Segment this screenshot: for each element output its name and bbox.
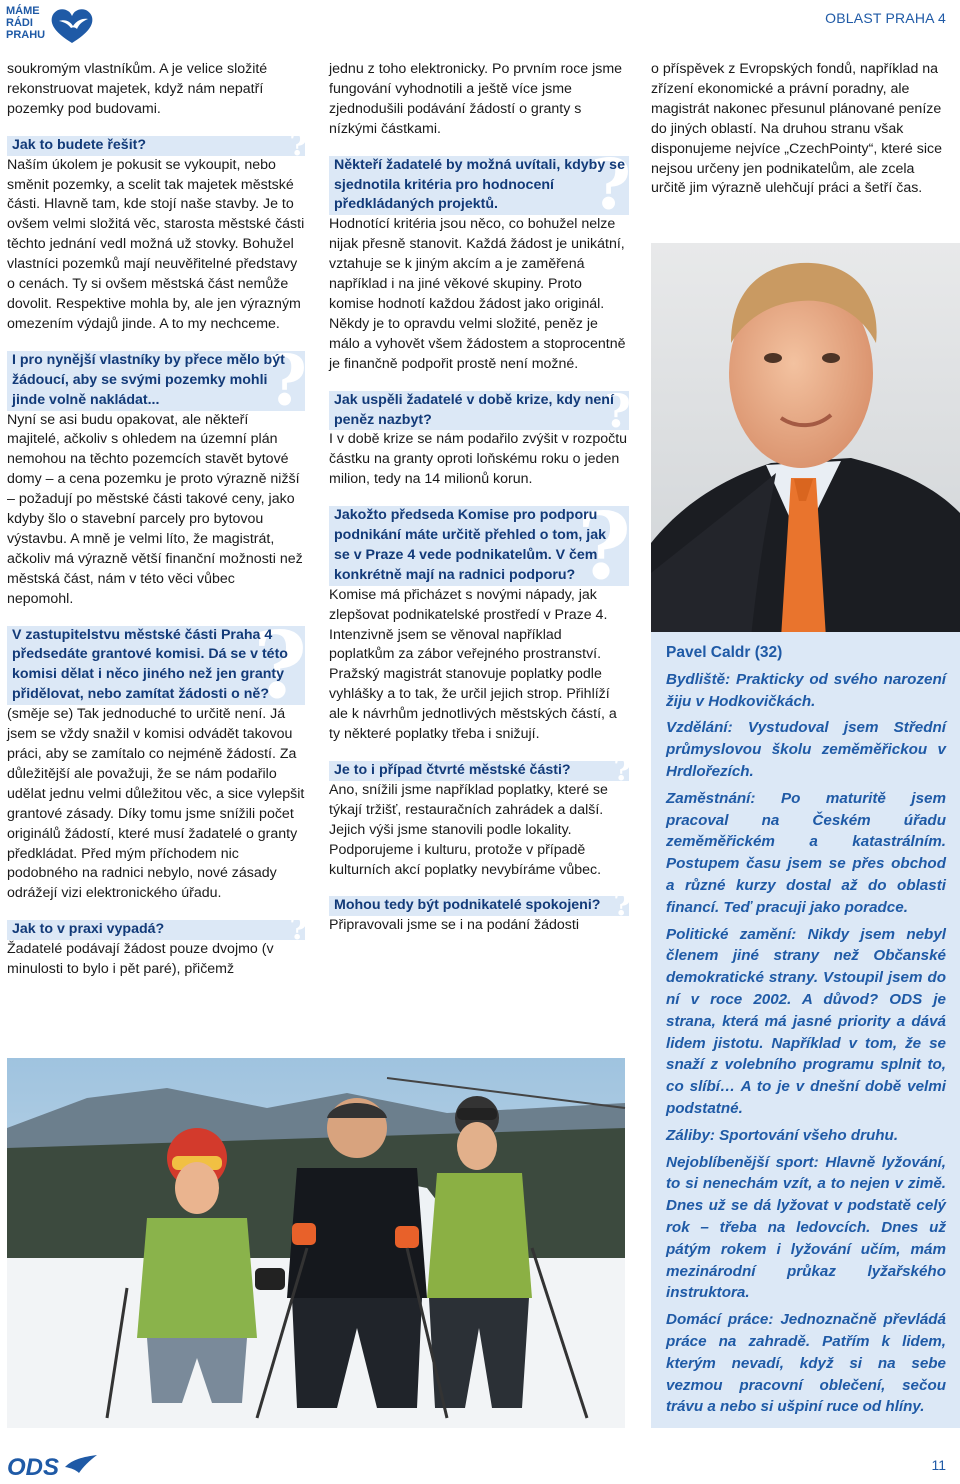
question-mark-icon: ? [289,912,307,948]
question-text: Jak to v praxi vypadá? [12,921,165,938]
section-title: OBLAST PRAHA 4 [825,10,946,26]
profile-content [651,632,960,1418]
question-mark-icon: ? [266,340,307,422]
interview-question [329,144,631,226]
logo-line-1: MÁME [6,5,40,17]
answer-paragraph: Nyní se asi budu opakovat, ale někteří majitelé, ačkoliv s ohledem na územní plán nemohou na těchto pozemcích stavět bytové domy – a cena pozemku je proto výrazně nižší – požadují po městské části takové ceny, jako kdyby šlo o stavební parcely pro bytovou výstavbu. A mně je velmi líto, že magistrát, ačkoliv má výrazně větší finanční možnosti než městská část, nám v této věci vůbec nepomohl. [7,411,303,607]
question-mark-icon: ? [590,144,631,226]
logo-text [6,5,52,41]
ods-logo-text: ODS [7,1454,60,1481]
profile-item: Domácí práce: Jednoznačně převládá práce na zahradě. Patřím k lidem, kterým nevadí, když si na sebe vezmou pracovní oblečení, sečou trávu a nebo si ušpiní ruce od hlíny. [666,1311,946,1416]
answer-paragraph: I v době krize se nám podařilo zvýšit v rozpočtu částku na granty oproti loňskému roku o jeden milion, tedy na 14 milionů korun. [329,431,628,488]
logo-line-2: RÁDI [6,17,33,29]
question-mark-icon: ? [253,611,307,720]
profile-name: Pavel Caldr (32) [666,644,783,661]
column-2 [329,60,629,936]
question-text: Jak uspěli žadatelé v době krize, kdy není peněz nazbyt? [334,391,614,428]
logo-line-3: PRAHU [6,29,46,41]
question-text: Je to i případ čtvrté městské části? [334,762,571,778]
question-mark-icon: ? [613,752,631,788]
question-mark-icon: ? [613,888,631,924]
ski-photo [7,1058,625,1428]
interview-question [7,127,307,163]
profile-item: Politické zamění: Nikdy jsem nebyl členem jiné strany než Občanské demokratické strany. Vstoupil jsem do ní v roce 2002. A důvod? ODS je strana, která má jasné priority a dává lidem jistotu. Například v tom, že se snaží z volebního programu splnit to, co slíbí… A to je v dnešní době velmi podstatné. [666,925,946,1117]
answer-paragraph: o příspěvek z Evropských fondů, například na zřízení ekonomické a právní poradny, ale magistrát nakonec přesunul plánované peníze do jiných oblastí. Na druhou stranu však disponujeme nejvíce „CzechPointy“, které sice nejsou určeny jen podnikatelům, ale zcela určitě jim výrazně ulehčují práci a šetří čas. [651,61,942,197]
heart-bird-icon [50,7,94,45]
column-1 [7,60,305,980]
question-text: Někteří žadatelé by možná uvítali, kdyby se sjednotila kritéria pro hodnocení předkládaných projektů. [334,156,625,213]
page-number: 11 [931,1457,946,1473]
answer-paragraph: Ano, snížili jsme například poplatky, které se týkají tržišť, restauračních zahrádek a další. Jejich výši jsme stanovili podle lokality. Podporujeme i kulturu, protože v případě kulturních akcí poplatky nevybíráme vůbec. [329,781,608,878]
question-text: Jakožto předseda Komise pro podporu podnikání máte určitě přehled o tom, jak se v Praze 4 vede podnikatelům. V čem konkrétně mají na radnici podporu? [334,507,606,583]
answer-paragraph: soukromým vlastníkům. A je velice složité rekonstruovat majetek, když nám nepatří pozemky pod budovami. [7,61,268,117]
profile-item: Vzdělání: Vystudoval jsem Střední průmyslovou školu zeměměřickou v Hrdlořezích. [666,719,946,780]
mame-radi-prahu-logo [6,5,96,47]
interview-question [329,383,631,438]
question-mark-icon: ? [289,127,307,163]
profile-item: Záliby: Sportování všeho druhu. [666,1126,899,1144]
answer-paragraph: Připravovali jsme se i na podání žádosti [329,917,579,934]
profile-item: Bydliště: Prakticky od svého narození žiju v Hodkovičkách. [666,670,946,710]
answer-paragraph: Hodnotící kritéria jsou něco, co bohužel nelze nijak přesně stanovit. Každá žádost je unikátní, vztahuje se k jiným akcím a je zaměřená například i na jiné věkové skupiny. Proto komise hodnotí každou žádost jako originál. Někdy je to opravdu velmi složité, peněz je málo a vyhovět všem žádostem a stoprocentně je finančně podpořit prostě není možné. [329,216,626,372]
bird-icon [65,1455,97,1473]
interview-question [329,888,631,924]
question-mark-icon: ? [604,383,631,438]
question-text: Mohou tedy být podnikatelé spokojeni? [334,897,601,914]
interview-question [7,340,307,422]
answer-paragraph: Žadatelé podávají žádost pouze dvojmo (v minulosti to bylo i pět paré), přičemž [7,941,274,978]
question-text: Jak to budete řešit? [12,136,147,153]
profile-box [651,632,960,1428]
answer-paragraph: jednu z toho elektronicky. Po prvním roce jsme fungování vyhodnotili a ještě více jsme zjednodušili podávání žádostí o granty s nízkými částkami. [329,61,623,137]
interview-question [329,752,631,788]
interview-question [329,491,631,600]
question-text: I pro nynější vlastníky by přece mělo být žádoucí, aby se svými pozemky mohli jinde volně nakládat... [12,351,285,408]
ods-logo [7,1451,103,1479]
interview-question [7,611,307,720]
profile-item: Nejoblíbenější sport: Hlavně lyžování, to si nenechám vzít, a to nejen v zimě. Dnes už se dá lyžovat v podstatě celý rok – třeba na ledovcích. Dnes už pátým rokem i lyžování učím, mám mezinárodní průkaz lyžařského instruktora. [666,1153,946,1302]
answer-paragraph: Komise má přicházet s novými nápady, jak zlepšovat podnikatelské prostředí v Praze 4. Intenzivně jsem se věnoval například poplatkům za zábor veřejného prostranství. Pražský magistrát stanovuje poplatky podle vyhlášky a to tak, že určil jejich strop. Přihlíží ale k návrhům jednotlivých městských částí, a ty některé poplatky třeba i snižují. [329,586,617,743]
interview-question [7,912,307,948]
column-3 [651,60,949,199]
question-mark-icon: ? [577,491,631,600]
question-text: V zastupitelstvu městské části Praha 4 předsedáte grantové komisi. Dá se v této komisi dělat i něco jiného než jen granty přidělovat, nebo zamítat žádosti o ně? [12,626,288,703]
answer-paragraph: Naším úkolem je pokusit se vykoupit, nebo směnit pozemky, a scelit tak majetek městské části. Hlavně tam, kde stojí naše stavby. Je to ovšem velmi složitá věc, starosta městské části těchto jednání vedl možná už stovky. Bohužel vlastníci pozemků mají neuvěřitelné představy o cenách. Ty si ovšem městská část nemůže dovolit. Respektive mohla by, ale jen výrazným omezením výdajů jinde. A to my nechceme. [7,156,305,332]
profile-item: Zaměstnání: Po maturitě jsem pracoval na Českém úřadu zeměměřickém a katastrálním. Postupem času jsem se přes obchod a různé kurzy dostal až do oblasti financí. Teď pracuji jako poradce. [666,789,946,916]
answer-paragraph: (směje se) Tak jednoduché to určitě není. Já jsem se vždy snažil v komisi odvádět takovou práci, aby se zamítalo co nejméně žádostí. Za důležitější ale považuji, že se nám podařilo udělat jednu velmi důležitou věc, a sice vylepšit grantové zásady. Díky tomu jsme snížili počet originálů žádostí, které musí žadatelé o granty předkládat. Před mým příchodem nic podobného na radnici nebylo, nové zásady odrážejí vizi elektronického úřadu. [7,706,305,902]
portrait-photo [651,243,960,638]
